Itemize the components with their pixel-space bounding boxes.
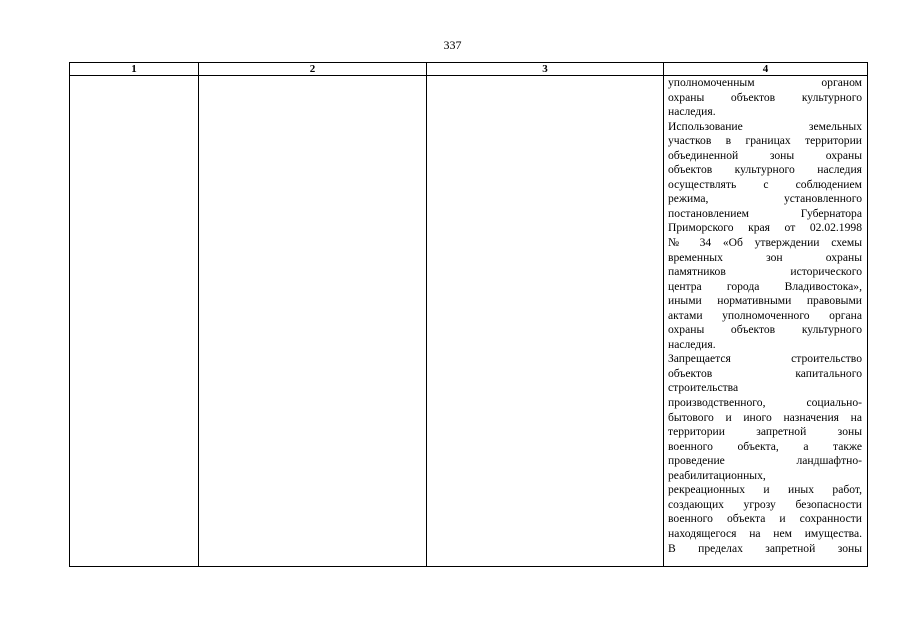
text-line: создающих угрозу безопасности bbox=[668, 497, 862, 511]
table-row bbox=[70, 76, 868, 567]
document-table bbox=[69, 62, 868, 567]
text-line: объединенной зоны охраны bbox=[668, 148, 862, 162]
text-line: участков в границах территории bbox=[668, 134, 862, 148]
text-line: наследия. bbox=[668, 337, 716, 351]
text-line: военного объекта, а также bbox=[668, 439, 862, 453]
cell-column-1 bbox=[70, 76, 199, 567]
text-line: Запрещается строительство bbox=[668, 352, 862, 366]
text-line: объектов культурного наследия bbox=[668, 163, 862, 177]
text-line: Приморского края от 02.02.1998 bbox=[668, 221, 862, 235]
text-line: осуществлять с соблюдением bbox=[668, 177, 862, 191]
column-header-2: 2 bbox=[199, 63, 427, 76]
text-line: памятников исторического bbox=[668, 265, 862, 279]
text-line: В пределах запретной зоны bbox=[668, 541, 862, 555]
text-line: проведение ландшафтно- bbox=[668, 454, 862, 468]
column-header-1: 1 bbox=[70, 63, 199, 76]
text-line: охраны объектов культурного bbox=[668, 323, 862, 337]
text-line: объектов капитального bbox=[668, 366, 862, 380]
text-line: территории запретной зоны bbox=[668, 425, 862, 439]
text-line: центра города Владивостока», bbox=[668, 279, 862, 293]
text-line: наследия. bbox=[668, 105, 716, 119]
cell-column-2 bbox=[199, 76, 427, 567]
text-line: Использование земельных bbox=[668, 119, 862, 133]
column-header-4: 4 bbox=[664, 63, 868, 76]
text-line: находящегося на нем имущества. bbox=[668, 526, 862, 540]
text-line: актами уполномоченного органа bbox=[668, 308, 862, 322]
text-line: строительства bbox=[668, 381, 739, 395]
cell-column-4 bbox=[664, 76, 868, 567]
text-line: уполномоченным органом bbox=[668, 76, 862, 89]
cell-column-3 bbox=[427, 76, 664, 567]
text-line: иными нормативными правовыми bbox=[668, 294, 862, 308]
text-line: временных зон охраны bbox=[668, 250, 862, 264]
table-header-row bbox=[70, 63, 868, 76]
text-line: № 34 «Об утверждении схемы bbox=[668, 236, 862, 250]
text-line: военного объекта и сохранности bbox=[668, 512, 862, 526]
text-line: реабилитационных, bbox=[668, 468, 766, 482]
text-line: постановлением Губернатора bbox=[668, 206, 862, 220]
text-line: охраны объектов культурного bbox=[668, 90, 862, 104]
column-header-3: 3 bbox=[427, 63, 664, 76]
text-line: рекреационных и иных работ, bbox=[668, 483, 862, 497]
text-line: режима, установленного bbox=[668, 192, 862, 206]
page-number: 337 bbox=[443, 38, 462, 52]
text-line: бытового и иного назначения на bbox=[668, 410, 862, 424]
text-line: производственного, социально- bbox=[668, 396, 862, 410]
